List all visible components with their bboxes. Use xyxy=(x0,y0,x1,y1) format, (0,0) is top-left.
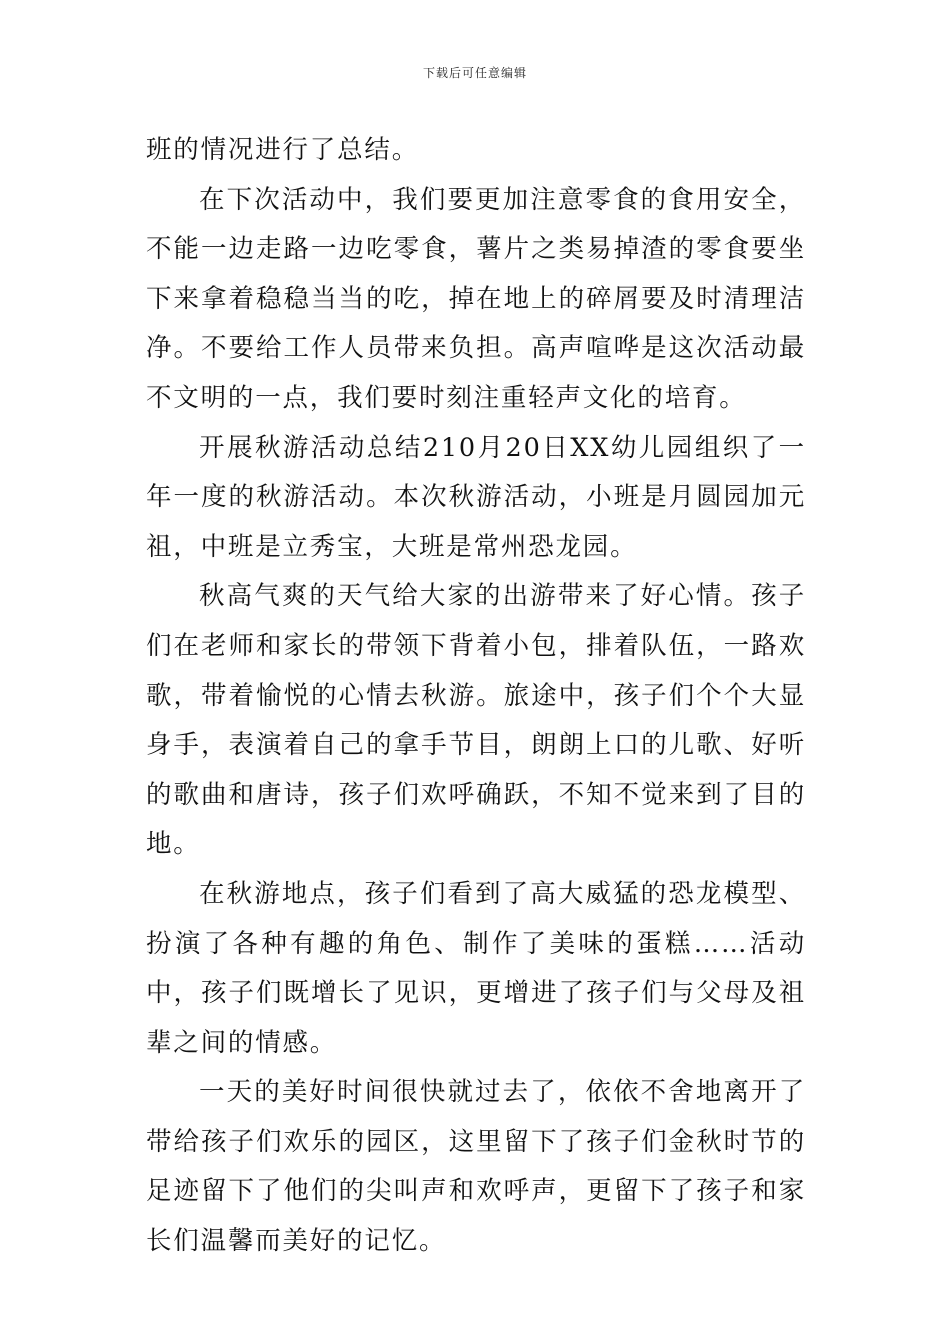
paragraph-1: 班的情况进行了总结。 xyxy=(146,135,420,165)
paragraph-3: 开展秋游活动总结210月20日XX幼儿园组织了一年一度的秋游活动。本次秋游活动，小班是月圆园加元祖，中班是立秀宝，大班是常州恐龙园。 xyxy=(146,432,806,562)
paragraph-4: 秋高气爽的天气给大家的出游带来了好心情。孩子们在老师和家长的带领下背着小包，排着队伍，一路欢歌，带着愉悦的心情去秋游。旅途中，孩子们个个大显身手，表演着自己的拿手节目，朗朗上口的儿歌、好听的歌曲和唐诗，孩子们欢呼确跃，不知不觉来到了目的地。 xyxy=(146,581,806,860)
paragraph-2: 在下次活动中，我们要更加注意零食的食用安全，不能一边走路一边吃零食，薯片之类易掉渣的零食要坐下来拿着稳稳当当的吃，掉在地上的碎屑要及时清理洁净。不要给工作人员带来负担。高声喧哗是这次活动最不文明的一点，我们要时刻注重轻声文化的培育。 xyxy=(146,184,806,413)
paragraph-5: 在秋游地点，孩子们看到了高大威猛的恐龙模型、扮演了各种有趣的角色、制作了美味的蛋糕……活动中，孩子们既增长了见识，更增进了孩子们与父母及祖辈之间的情感。 xyxy=(146,878,806,1058)
document-body xyxy=(146,126,806,1267)
paragraph-6: 一天的美好时间很快就过去了，依依不舍地离开了带给孩子们欢乐的园区，这里留下了孩子们金秋时节的足迹留下了他们的尖叫声和欢呼声，更留下了孩子和家长们温馨而美好的记忆。 xyxy=(146,1077,806,1257)
header-note: 下载后可任意编辑 xyxy=(422,66,527,80)
page-header xyxy=(0,64,950,81)
